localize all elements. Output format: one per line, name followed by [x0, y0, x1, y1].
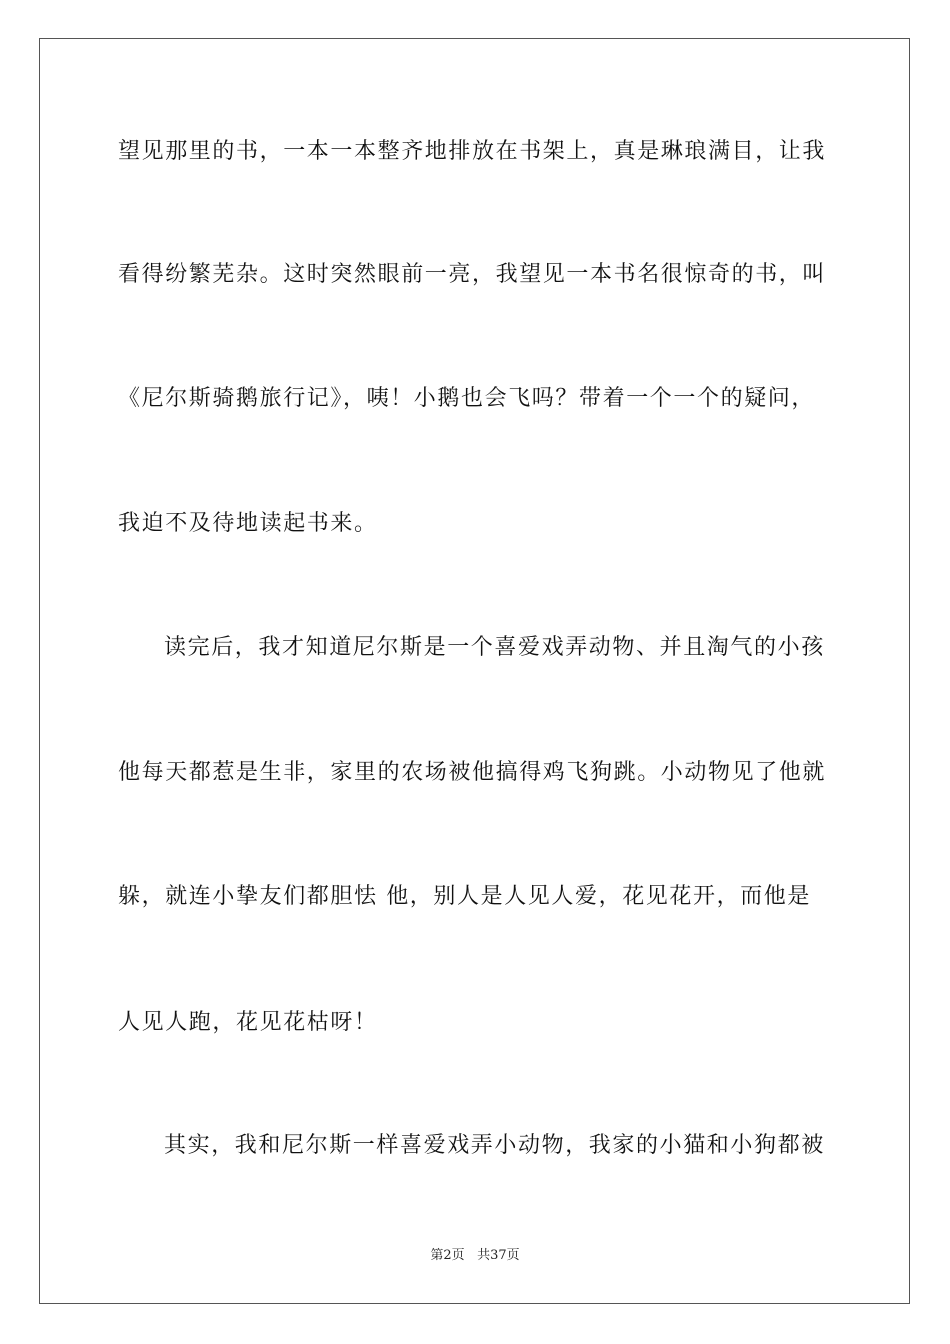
- body-text-line: 他每天都惹是生非，家里的农场被他搞得鸡飞狗跳。小动物见了他就: [118, 760, 827, 785]
- paragraph-first-line: 其实，我和尼尔斯一样喜爱戏弄小动物，我家的小猫和小狗都被: [164, 1133, 825, 1158]
- page-number: 第2页: [430, 1248, 465, 1263]
- paragraph-first-line: 读完后，我才知道尼尔斯是一个喜爱戏弄动物、并且淘气的小孩: [164, 635, 825, 660]
- body-text-line: 人见人跑，花见花枯呀！: [118, 1010, 378, 1035]
- body-text-line: 望见那里的书，一本一本整齐地排放在书架上，真是琳琅满目，让我: [118, 139, 827, 164]
- page-total: 共37页: [477, 1248, 520, 1263]
- body-text-line: 看得纷繁芜杂。这时突然眼前一亮，我望见一本书名很惊奇的书，叫: [118, 262, 827, 287]
- body-text-line: 我迫不及待地读起书来。: [118, 511, 378, 536]
- page-footer: [0, 1247, 950, 1265]
- body-text-line: 《尼尔斯骑鹅旅行记》，咦！小鹅也会飞吗？带着一个一个的疑问，: [118, 386, 816, 411]
- page-border: [39, 38, 910, 1304]
- body-text-line: 躲，就连小挚友们都胆怯 他，别人是人见人爱，花见花开，而他是: [118, 884, 811, 909]
